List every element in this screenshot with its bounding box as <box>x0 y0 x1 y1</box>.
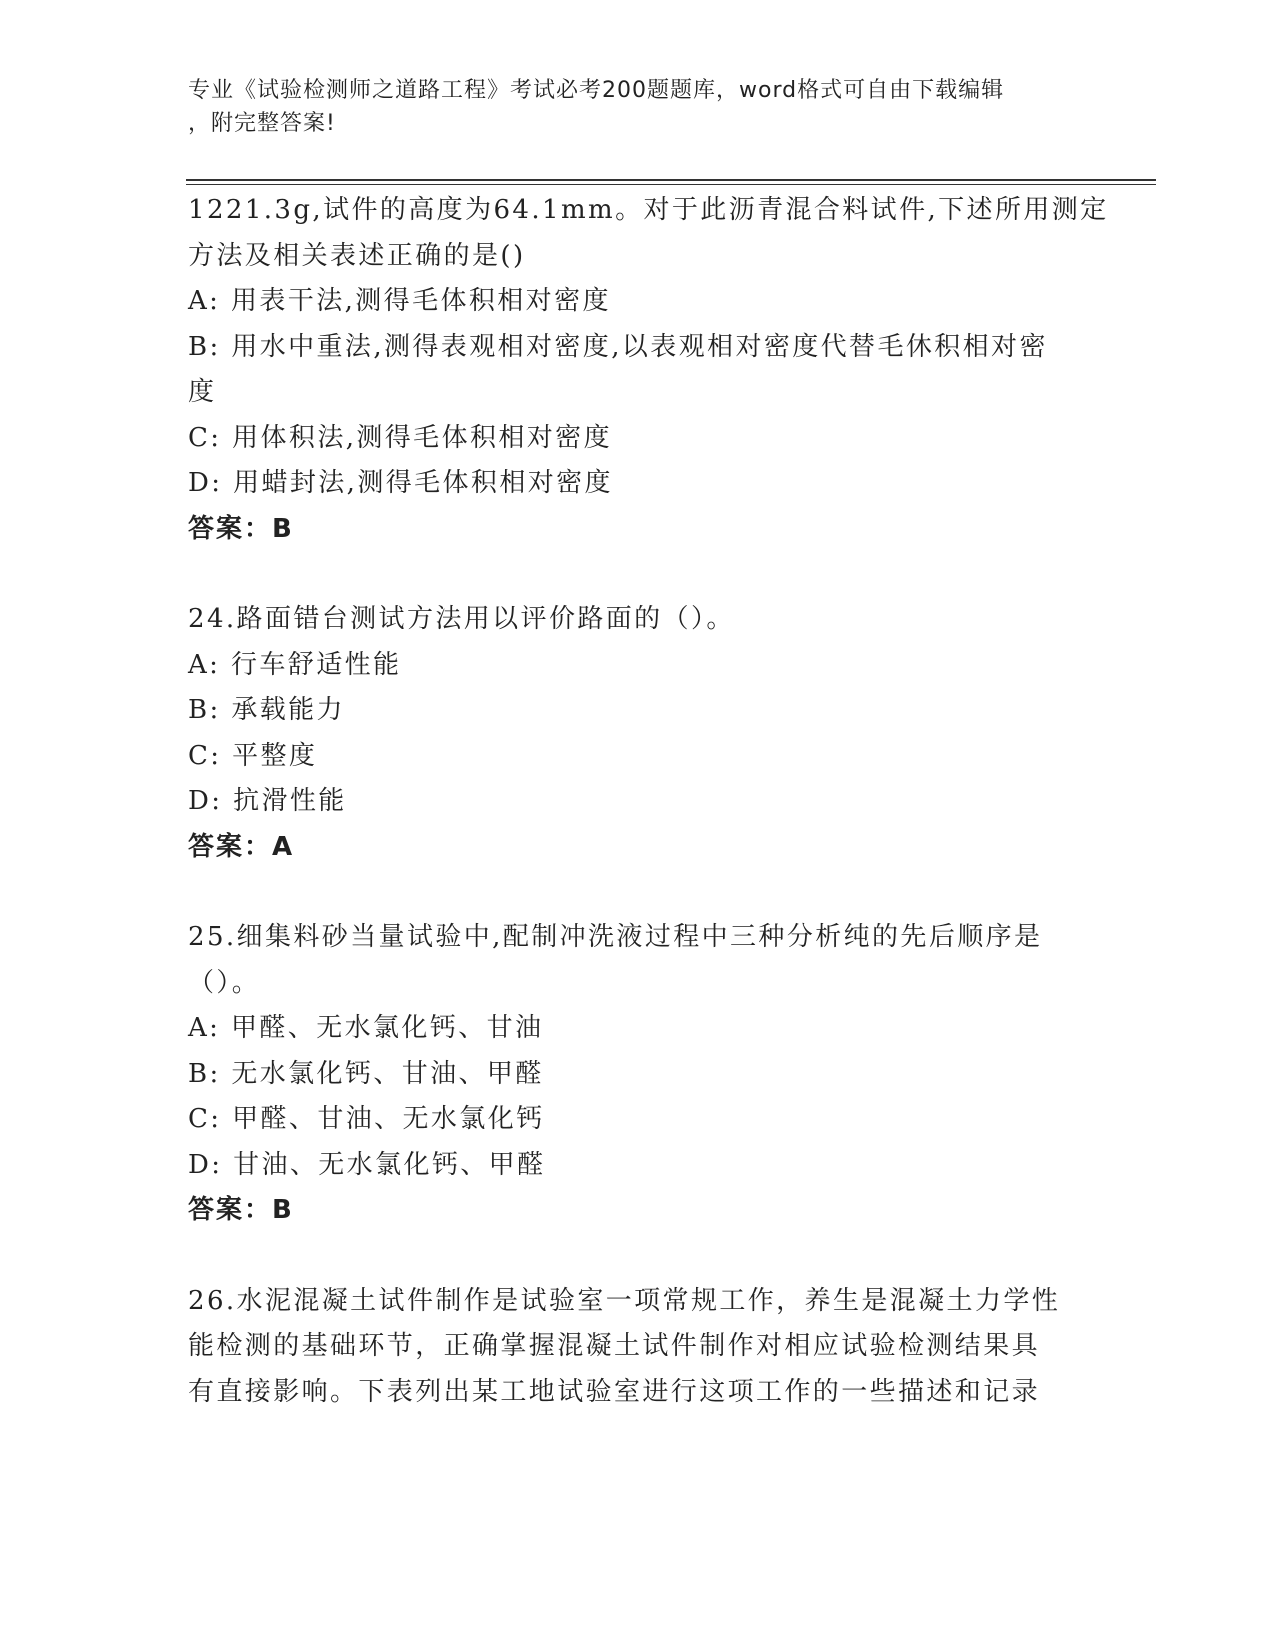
answer-line: 答案：A <box>188 831 295 862</box>
question-stem-line: 有直接影响。下表列出某工地试验室进行这项工作的一些描述和记录 <box>188 1376 1041 1407</box>
question-list <box>188 188 1109 1415</box>
header-line-2: ，附完整答案! <box>188 111 336 136</box>
option-line: A: 行车舒适性能 <box>188 649 402 680</box>
question-stem-line: 25.细集料砂当量试验中,配制冲洗液过程中三种分析纯的先后顺序是 <box>188 922 1043 952</box>
question-block <box>188 188 1109 552</box>
question-block <box>188 915 1088 1234</box>
question-spacer <box>188 552 1088 597</box>
option-line: C: 平整度 <box>188 740 318 771</box>
option-line: B: 承载能力 <box>188 695 345 725</box>
question-block <box>188 597 1088 870</box>
answer-line: 答案：B <box>188 513 294 544</box>
header-divider-thin <box>186 184 1156 185</box>
option-line: D: 抗滑性能 <box>188 786 347 816</box>
header-line-1: 专业《试验检测师之道路工程》考试必考200题题库，word格式可自由下载编辑 <box>188 78 1005 103</box>
option-line: B: 无水氯化钙、甘油、甲醛 <box>188 1058 544 1089</box>
page-header <box>188 74 1068 140</box>
option-line: C: 用体积法,测得毛体积相对密度 <box>188 422 612 453</box>
question-stem-line: 1221.3g,试件的高度为64.1mm。对于此沥青混合料试件,下述所用测定 <box>188 195 1109 225</box>
option-line: D: 用蜡封法,测得毛体积相对密度 <box>188 468 613 498</box>
option-line: B: 用水中重法,测得表观相对密度,以表观相对密度代替毛休积相对密 <box>188 331 1048 362</box>
option-line: C: 甲醛、甘油、无水氯化钙 <box>188 1104 545 1134</box>
header-divider <box>186 179 1156 181</box>
question-spacer <box>188 870 1088 915</box>
answer-line: 答案：B <box>188 1195 294 1225</box>
question-spacer <box>188 1234 1088 1279</box>
question-block <box>188 1279 1088 1416</box>
question-stem-line: 26.水泥混凝土试件制作是试验室一项常规工作，养生是混凝土力学性 <box>188 1285 1061 1316</box>
option-line: D: 甘油、无水氯化钙、甲醛 <box>188 1149 546 1180</box>
option-line: A: 用表干法,测得毛体积相对密度 <box>188 286 611 316</box>
question-stem-line: 方法及相关表述正确的是() <box>188 240 526 271</box>
option-line: 度 <box>188 377 217 407</box>
question-stem-line: 能检测的基础环节，正确掌握混凝土试件制作对相应试验检测结果具 <box>188 1331 1041 1361</box>
option-line: A: 甲醛、无水氯化钙、甘油 <box>188 1013 544 1043</box>
question-stem-line: （）。 <box>188 967 261 998</box>
question-stem-line: 24.路面错台测试方法用以评价路面的（）。 <box>188 604 735 634</box>
